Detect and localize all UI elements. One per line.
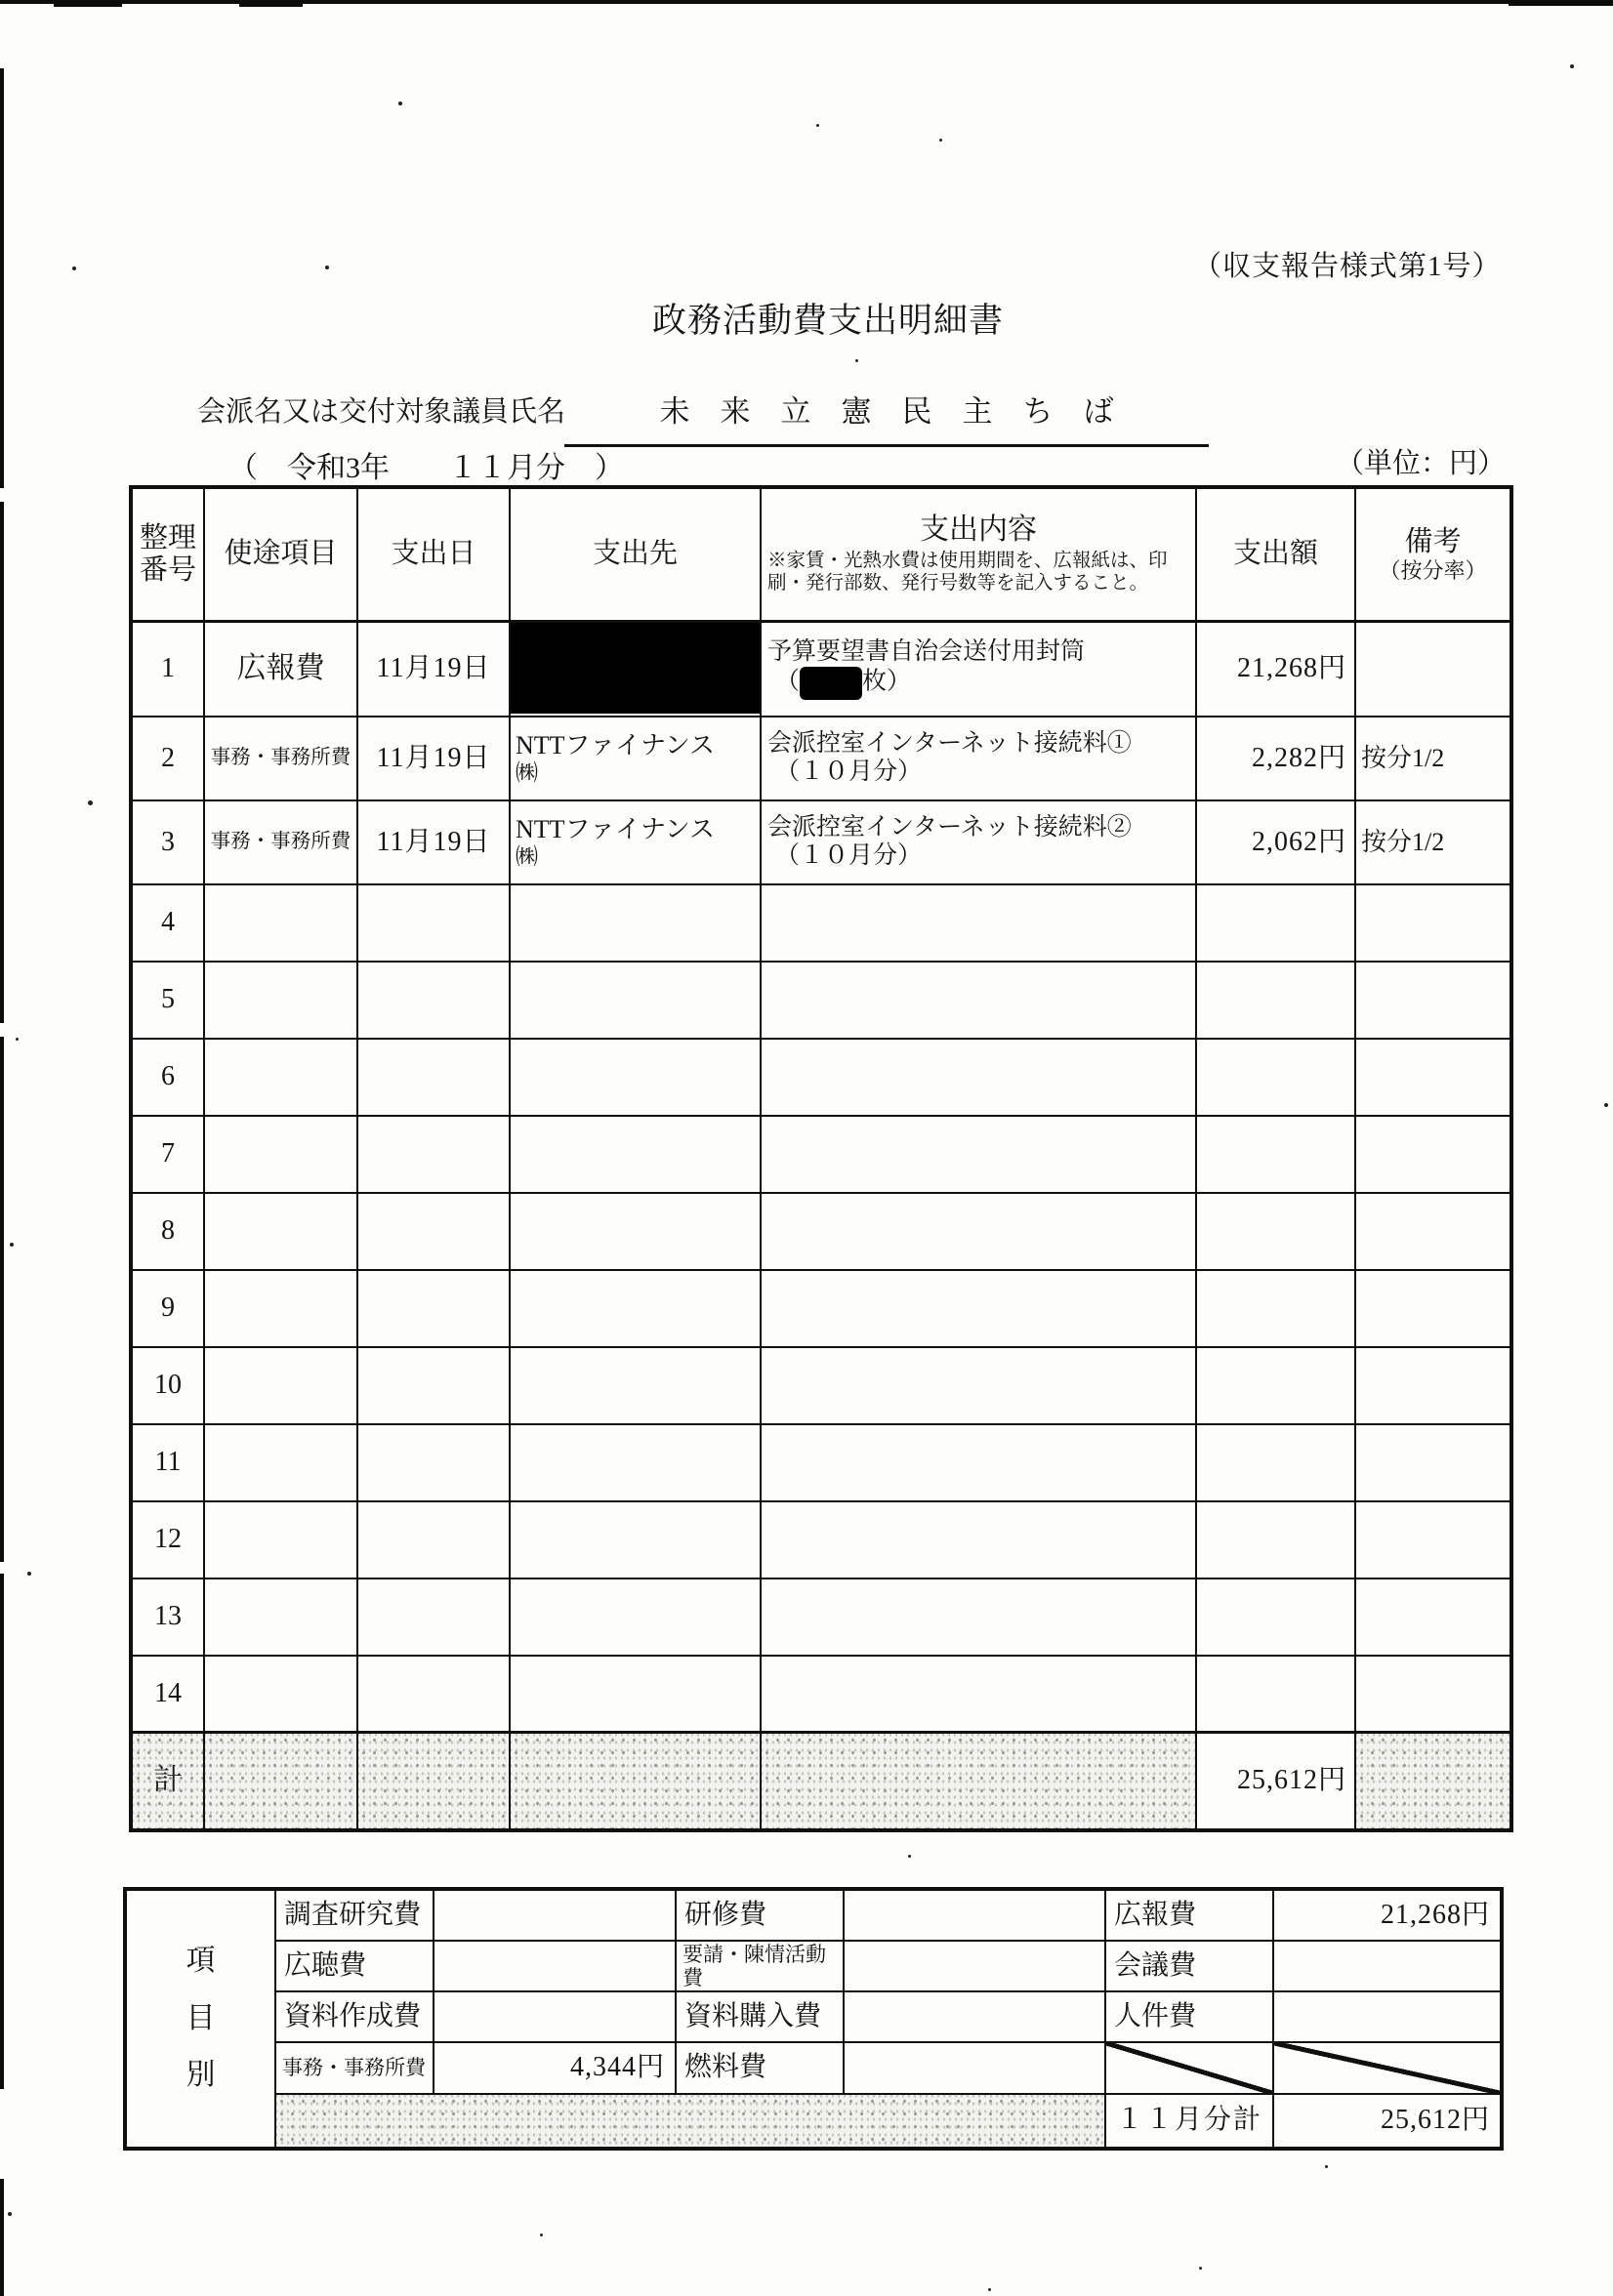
row-payee [511,801,762,885]
empty-cell [762,1117,1197,1194]
empty-cell [511,1657,762,1734]
empty-cell [1356,1194,1510,1271]
empty-cell [762,963,1197,1040]
empty-cell [762,885,1197,963]
empty-cell [511,1271,762,1348]
breakdown-value [845,1942,1106,1992]
row-date: 11月19日 [358,718,511,801]
row-no: 11 [133,1425,205,1502]
breakdown-label: 資料作成費 [276,1992,434,2043]
row-no: 8 [133,1194,205,1271]
empty-cell [762,1579,1197,1657]
row-no: 14 [133,1657,205,1734]
empty-cell [511,1425,762,1502]
breakdown-total-label: １１月分計 [1106,2095,1274,2147]
row-content-line2 [767,667,911,700]
empty-cell [1356,1117,1510,1194]
row-content-line2: （１０月分） [775,842,923,869]
empty-cell [205,1194,358,1271]
empty-cell [358,963,511,1040]
total-row-label: 計 [133,1734,205,1828]
empty-cell [205,963,358,1040]
empty-cell [511,1040,762,1117]
unit-note: （単位：円） [1335,448,1506,479]
scan-left-edge [0,1574,4,2089]
expense-detail-table [129,485,1513,1832]
crossed-out-cell [1274,2043,1500,2095]
empty-cell [762,1040,1197,1117]
empty-cell [1356,1425,1510,1502]
row-content [762,718,1197,801]
empty-cell [1356,1040,1510,1117]
row-no: 12 [133,1502,205,1579]
empty-cell [1356,1579,1510,1657]
row-no: 2 [133,718,205,801]
row-amount: 21,268円 [1197,623,1356,718]
empty-cell [358,1040,511,1117]
breakdown-label: 広聴費 [276,1942,434,1992]
total-shaded-cell [205,1734,358,1828]
content-paren-close: 枚） [862,668,912,695]
empty-cell [205,1117,358,1194]
scan-speck [10,1243,14,1247]
row-note: 按分1/2 [1356,801,1510,885]
row-no: 1 [133,623,205,718]
row-payee-redacted [511,623,762,718]
axis-label-char: 別 [186,2059,216,2092]
empty-cell [1197,1194,1356,1271]
breakdown-label: 会議費 [1106,1942,1274,1992]
scan-speck [1604,1103,1608,1107]
row-no: 3 [133,801,205,885]
empty-cell [358,1502,511,1579]
scan-top-edge-segment [239,0,303,7]
breakdown-label: 研修費 [677,1891,845,1942]
payee-line2: ㈱ [516,843,538,869]
content-paren-open: （ [775,668,801,695]
scan-speck [1325,2165,1328,2168]
empty-cell [1356,963,1510,1040]
payee-line1: NTTファイナンス [516,730,715,759]
row-amount: 2,282円 [1197,718,1356,801]
empty-cell [205,1657,358,1734]
empty-cell [1197,1348,1356,1425]
total-shaded-cell [1356,1734,1510,1828]
empty-cell [1356,885,1510,963]
row-content [762,801,1197,885]
empty-cell [358,1348,511,1425]
empty-cell [1197,1117,1356,1194]
scan-speck [908,1855,911,1858]
scan-speck [72,266,76,270]
scan-speck [988,2288,991,2291]
scan-top-edge-segment [1509,0,1613,6]
empty-cell [205,1502,358,1579]
row-note: 按分1/2 [1356,718,1510,801]
row-no: 5 [133,963,205,1040]
row-date: 11月19日 [358,801,511,885]
empty-cell [1197,1579,1356,1657]
breakdown-value [845,2043,1106,2095]
scan-speck [1199,2267,1202,2270]
header-no: 整理番号 [133,489,205,623]
breakdown-value [845,1992,1106,2043]
scan-speck [27,1572,31,1576]
row-no: 4 [133,885,205,963]
row-content-line1: 会派控室インターネット接続料② [767,814,1132,841]
empty-cell [358,1117,511,1194]
empty-cell [358,1425,511,1502]
empty-cell [358,1271,511,1348]
breakdown-value [434,1891,677,1942]
breakdown-value [434,1992,677,2043]
breakdown-label: 資料購入費 [677,1992,845,2043]
breakdown-label: 事務・事務所費 [276,2043,434,2095]
empty-cell [762,1271,1197,1348]
header-content [762,489,1197,623]
empty-cell [358,1579,511,1657]
scan-top-edge-segment [54,0,122,7]
row-no: 10 [133,1348,205,1425]
breakdown-value [434,1942,677,1992]
scan-speck [540,2234,543,2236]
empty-cell [358,1194,511,1271]
redaction-box [511,623,761,714]
empty-cell [762,1348,1197,1425]
row-amount: 2,062円 [1197,801,1356,885]
row-category: 広報費 [205,623,358,718]
row-payee [511,718,762,801]
breakdown-label: 人件費 [1106,1992,1274,2043]
total-shaded-cell [762,1734,1197,1828]
empty-cell [205,885,358,963]
empty-cell [762,1194,1197,1271]
total-shaded-cell [358,1734,511,1828]
member-name-value: 未 来 立 憲 民 主 ち ば [564,387,1209,447]
row-no: 6 [133,1040,205,1117]
total-amount: 25,612円 [1197,1734,1356,1828]
empty-cell [1356,1657,1510,1734]
total-shaded-cell [511,1734,762,1828]
header-note [1356,489,1510,623]
scan-speck [1570,64,1574,68]
empty-cell [1356,1348,1510,1425]
empty-cell [1356,1271,1510,1348]
empty-cell [205,1348,358,1425]
row-category: 事務・事務所費 [205,718,358,801]
breakdown-total-shaded-cell [276,2095,1106,2147]
member-name-label: 会派名又は交付対象議員氏名 [197,396,566,428]
empty-cell [358,885,511,963]
header-note-line1: 備考 [1404,525,1462,557]
breakdown-label: 要請・陳情活動費 [677,1942,845,1992]
header-content-title: 支出内容 [920,513,1037,547]
empty-cell [205,1040,358,1117]
breakdown-axis-label [127,1891,276,2147]
empty-cell [205,1271,358,1348]
scan-left-edge [0,2179,4,2296]
axis-label-char: 項 [186,1945,216,1978]
category-breakdown-table [123,1887,1504,2151]
row-content [762,623,1197,718]
empty-cell [762,1657,1197,1734]
payee-line1: NTTファイナンス [516,814,715,843]
row-no: 9 [133,1271,205,1348]
breakdown-label: 調査研究費 [276,1891,434,1942]
empty-cell [205,1425,358,1502]
empty-cell [358,1657,511,1734]
row-content-line1: 会派控室インターネット接続料① [767,730,1132,758]
scan-speck [816,124,819,127]
empty-cell [511,1502,762,1579]
header-amount: 支出額 [1197,489,1356,623]
empty-cell [762,1502,1197,1579]
scan-left-edge [0,1037,4,1562]
row-category: 事務・事務所費 [205,801,358,885]
crossed-out-cell [1106,2043,1274,2095]
payee-line2: ㈱ [516,759,538,785]
row-note [1356,623,1510,718]
axis-label-char: 目 [186,2001,216,2034]
empty-cell [1197,1040,1356,1117]
empty-cell [1197,885,1356,963]
empty-cell [205,1579,358,1657]
empty-cell [511,1579,762,1657]
scan-speck [16,1038,19,1041]
scan-speck [325,266,329,269]
empty-cell [1197,1425,1356,1502]
scan-left-edge [0,502,4,1023]
empty-cell [511,963,762,1040]
document-title: 政務活動費支出明細書 [652,302,1005,340]
row-date: 11月19日 [358,623,511,718]
breakdown-value [1274,1992,1500,2043]
scan-speck [8,2212,12,2216]
header-payee: 支出先 [511,489,762,623]
form-code: （収支報告様式第1号） [1193,251,1502,282]
breakdown-value: 21,268円 [1274,1891,1500,1942]
scan-left-edge [0,68,4,488]
breakdown-value: 4,344円 [434,2043,677,2095]
redaction-box-small [800,667,862,700]
breakdown-total-value: 25,612円 [1380,2105,1490,2136]
breakdown-value [845,1891,1106,1942]
scan-speck [398,102,402,105]
report-period: （ 令和3年 １１月分 ） [228,452,624,484]
breakdown-label: 燃料費 [677,2043,845,2095]
row-no: 13 [133,1579,205,1657]
breakdown-value [1274,1942,1500,1992]
empty-cell [762,1425,1197,1502]
empty-cell [511,1117,762,1194]
scan-speck [855,359,858,362]
empty-cell [511,1194,762,1271]
empty-cell [1197,1657,1356,1734]
empty-cell [1197,1502,1356,1579]
empty-cell [1356,1502,1510,1579]
header-note-line2: （按分率） [1379,558,1487,584]
header-content-note: ※家賃・光熱水費は使用期間を、広報紙は、印刷・発行部数、発行号数等を記入すること。 [767,550,1168,594]
breakdown-label: 広報費 [1106,1891,1274,1942]
header-category: 使途項目 [205,489,358,623]
empty-cell [511,885,762,963]
scan-speck [939,139,942,142]
row-content-line1: 予算要望書自治会送付用封筒 [767,638,1086,666]
row-content-line2: （１０月分） [775,758,923,785]
empty-cell [1197,963,1356,1040]
empty-cell [511,1348,762,1425]
header-date: 支出日 [358,489,511,623]
scan-speck [88,800,93,805]
empty-cell [1197,1271,1356,1348]
row-no: 7 [133,1117,205,1194]
